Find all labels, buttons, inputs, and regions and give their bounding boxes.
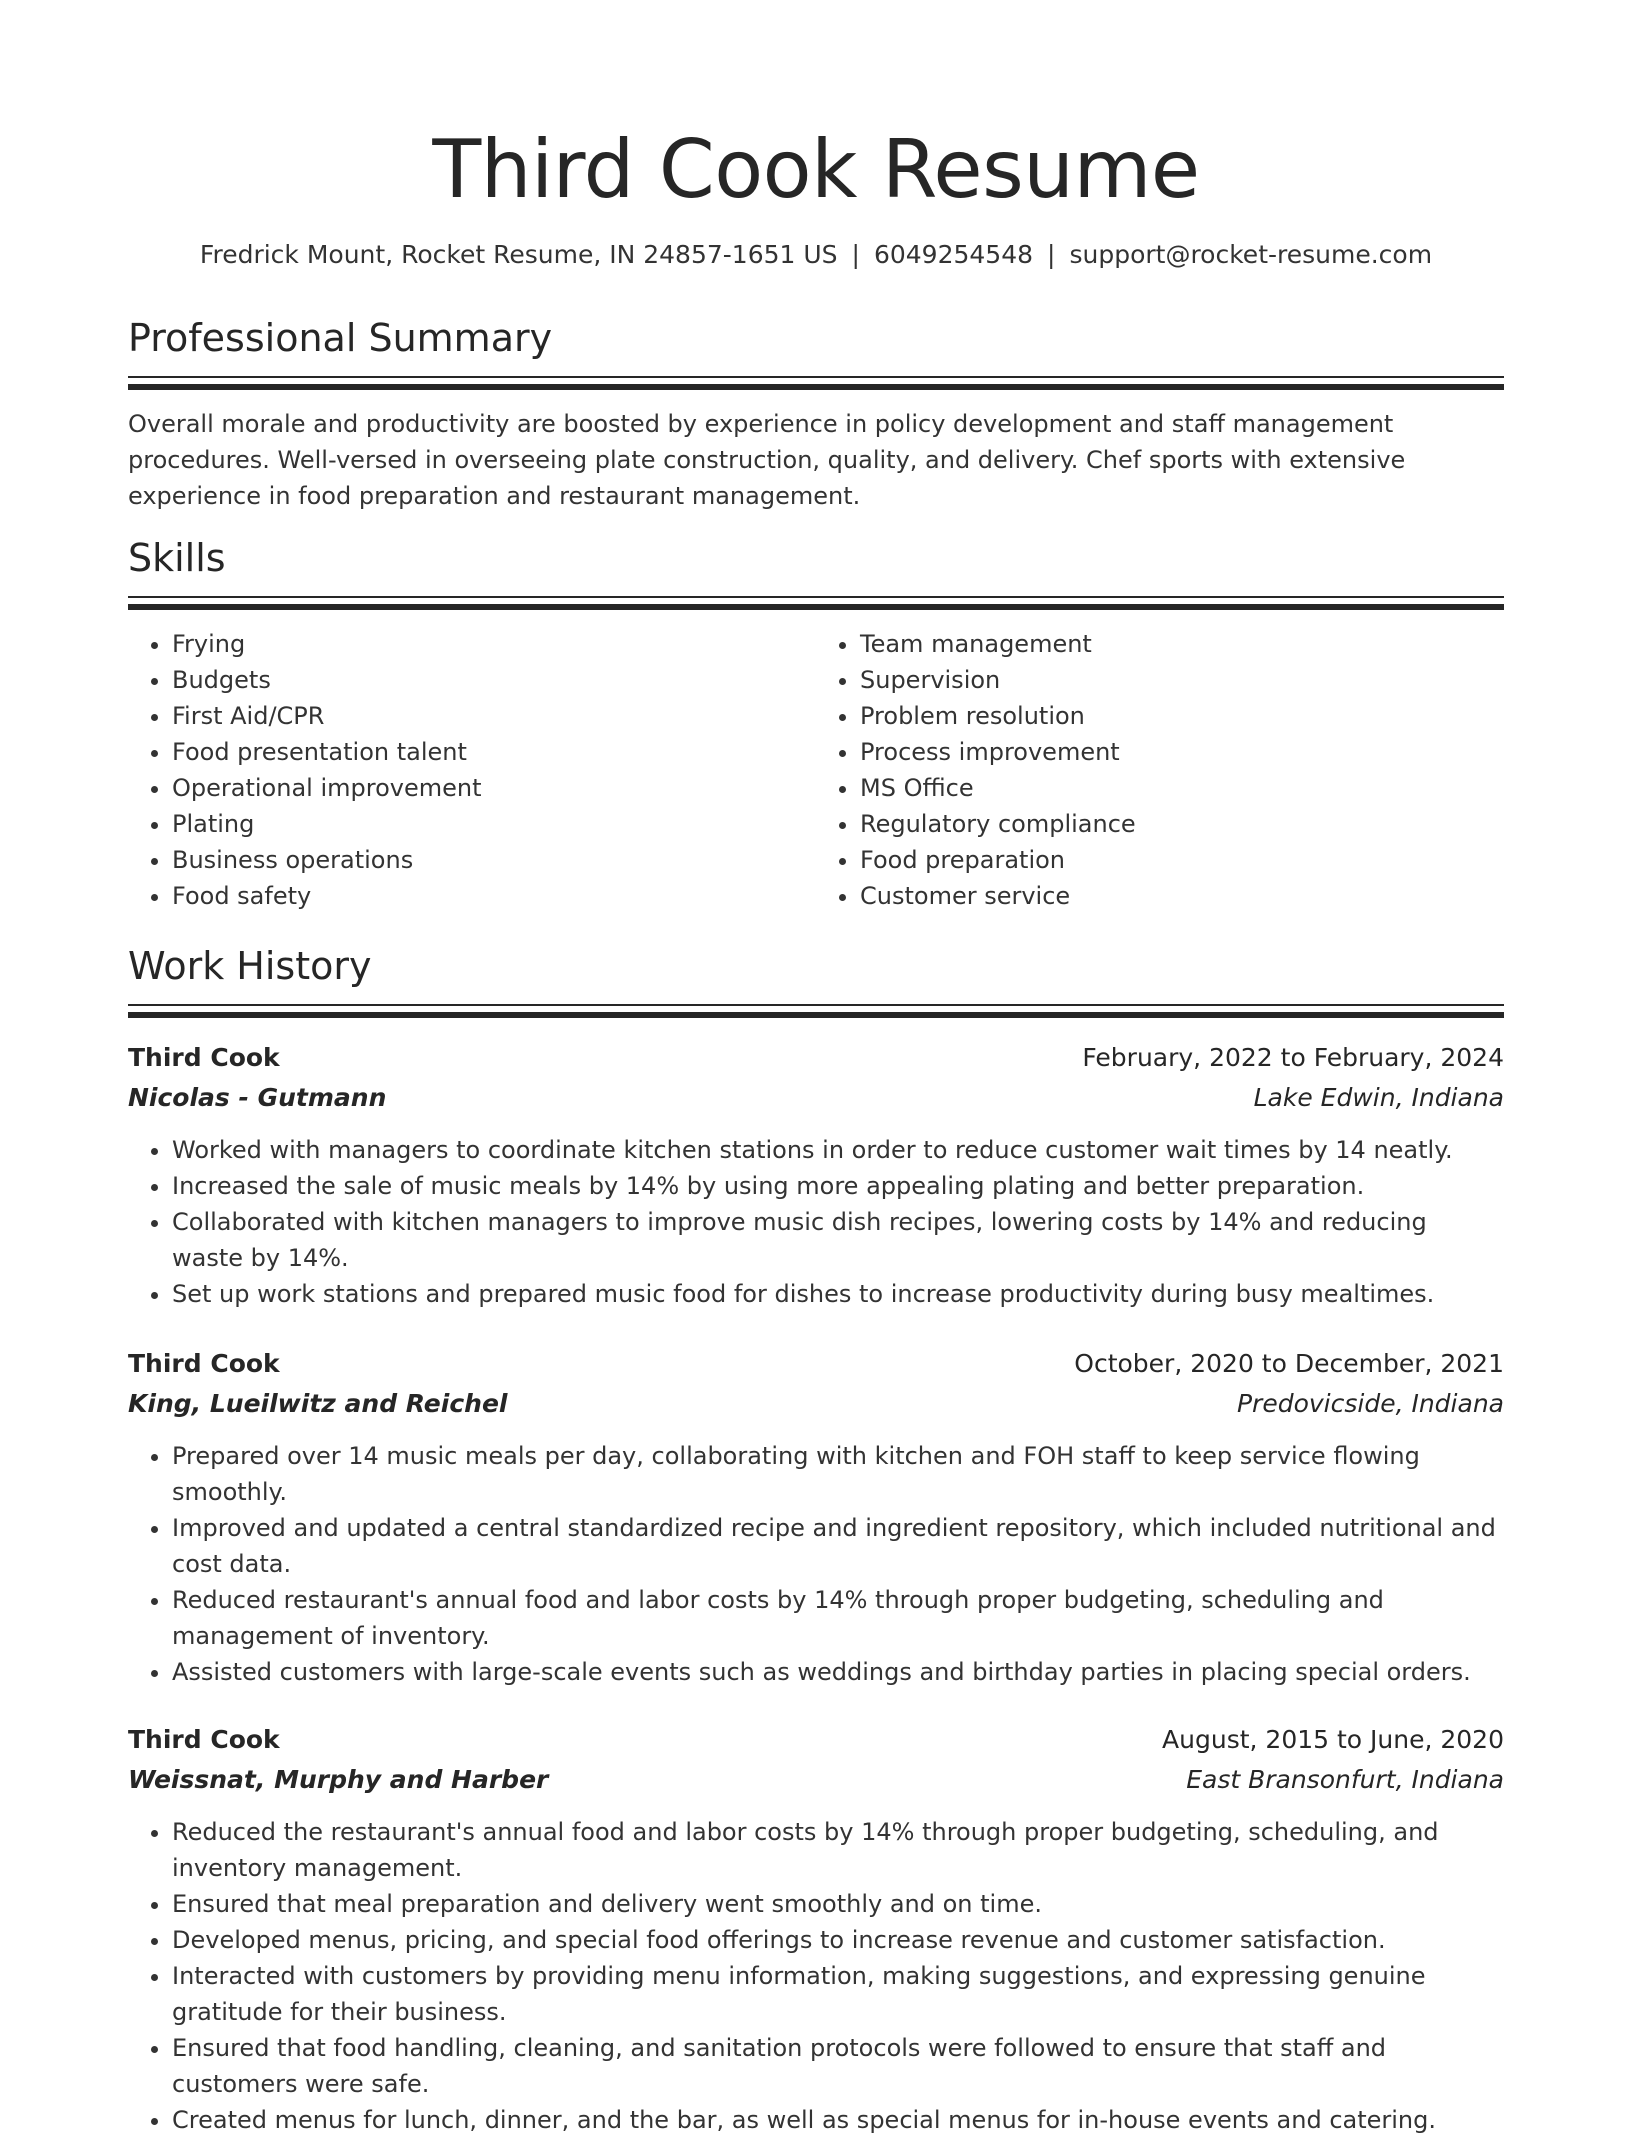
job-bullet: • Created menus for lunch, dinner, and the bar, as well as special menus for in-house events and catering. — [172, 2102, 1504, 2138]
work-history-section — [128, 942, 1504, 2138]
job-bullets — [128, 1814, 1504, 2138]
skill-item: • Business operations — [172, 842, 816, 878]
job-bullet: • Ensured that food handling, cleaning, and sanitation protocols were followed to ensure that staff and customers were safe. — [172, 2030, 1504, 2102]
skill-item: • Food safety — [172, 878, 816, 914]
job-location: Lake Edwin, Indiana — [1253, 1083, 1504, 1112]
skill-item: • Operational improvement — [172, 770, 816, 806]
section-divider — [128, 596, 1504, 610]
job-location: East Bransonfurt, Indiana — [1186, 1765, 1504, 1794]
contact-phone: 6049254548 — [873, 240, 1034, 269]
job-bullet: • Reduced restaurant's annual food and labor costs by 14% through proper budgeting, scheduling and management of inventory. — [172, 1582, 1504, 1654]
job-title: Third Cook — [128, 1043, 280, 1072]
job-dates: August, 2015 to June, 2020 — [1162, 1725, 1504, 1754]
job-location: Predovicside, Indiana — [1236, 1389, 1504, 1418]
skill-item: • Team management — [860, 626, 1504, 662]
job-bullet: • Increased the sale of music meals by 14% by using more appealing plating and better preparation. — [172, 1168, 1504, 1204]
job-dates: October, 2020 to December, 2021 — [1074, 1349, 1504, 1378]
contact-email: support@rocket-resume.com — [1069, 240, 1433, 269]
skill-item: • First Aid/CPR — [172, 698, 816, 734]
skills-list-left — [128, 626, 816, 914]
job-bullets — [128, 1438, 1504, 1690]
skill-item: • Food presentation talent — [172, 734, 816, 770]
skills-heading: Skills — [128, 536, 226, 580]
job-title: Third Cook — [128, 1725, 280, 1754]
section-divider — [128, 1004, 1504, 1018]
job-entry — [128, 1038, 1504, 1312]
skill-item: • Customer service — [860, 878, 1504, 914]
skill-item: • Food preparation — [860, 842, 1504, 878]
job-company: Nicolas - Gutmann — [128, 1083, 387, 1112]
job-bullet: • Developed menus, pricing, and special food offerings to increase revenue and customer satisfaction. — [172, 1922, 1504, 1958]
skills-section — [128, 534, 1504, 914]
job-entry — [128, 1720, 1504, 2138]
job-company: Weissnat, Murphy and Harber — [128, 1765, 549, 1794]
skill-item: • Frying — [172, 626, 816, 662]
contact-separator: | — [851, 240, 860, 269]
job-entry — [128, 1344, 1504, 1690]
job-bullet: • Prepared over 14 music meals per day, collaborating with kitchen and FOH staff to keep service flowing smoothly. — [172, 1438, 1504, 1510]
section-divider — [128, 376, 1504, 390]
job-bullet: • Improved and updated a central standardized recipe and ingredient repository, which included nutritional and cost data. — [172, 1510, 1504, 1582]
job-bullet: • Worked with managers to coordinate kitchen stations in order to reduce customer wait times by 14 neatly. — [172, 1132, 1504, 1168]
work-history-heading: Work History — [128, 944, 372, 988]
skill-item: • Supervision — [860, 662, 1504, 698]
resume-title: Third Cook Resume — [432, 123, 1200, 216]
job-bullets — [128, 1132, 1504, 1312]
job-dates: February, 2022 to February, 2024 — [1082, 1043, 1504, 1072]
contact-separator: | — [1047, 240, 1056, 269]
summary-text: Overall morale and productivity are boosted by experience in policy development and staff management procedures. Well-versed in overseeing plate construction, quality, and delivery. Chef sports with extensive experience in food preparation and restaurant management. — [128, 410, 1406, 510]
job-bullet: • Assisted customers with large-scale events such as weddings and birthday parties in placing special orders. — [172, 1654, 1504, 1690]
skill-item: • Budgets — [172, 662, 816, 698]
job-bullet: • Set up work stations and prepared music food for dishes to increase productivity during busy mealtimes. — [172, 1276, 1504, 1312]
skill-item: • Process improvement — [860, 734, 1504, 770]
job-title: Third Cook — [128, 1349, 280, 1378]
contact-address: Fredrick Mount, Rocket Resume, IN 24857-1651 US — [199, 240, 838, 269]
contact-line — [128, 238, 1504, 272]
skills-list-right — [816, 626, 1504, 914]
job-bullet: • Collaborated with kitchen managers to improve music dish recipes, lowering costs by 14% and reducing waste by 14%. — [172, 1204, 1504, 1276]
skill-item: • MS Office — [860, 770, 1504, 806]
skill-item: • Plating — [172, 806, 816, 842]
job-bullet: • Ensured that meal preparation and delivery went smoothly and on time. — [172, 1886, 1504, 1922]
skills-columns — [128, 626, 1504, 914]
skill-item: • Problem resolution — [860, 698, 1504, 734]
job-company: King, Lueilwitz and Reichel — [128, 1389, 508, 1418]
summary-heading: Professional Summary — [128, 316, 553, 360]
skill-item: • Regulatory compliance — [860, 806, 1504, 842]
job-bullet: • Reduced the restaurant's annual food and labor costs by 14% through proper budgeting, scheduling, and inventory management. — [172, 1814, 1504, 1886]
job-bullet: • Interacted with customers by providing menu information, making suggestions, and expressing genuine gratitude for their business. — [172, 1958, 1504, 2030]
summary-section — [128, 314, 1504, 514]
resume-page — [128, 0, 1504, 2134]
